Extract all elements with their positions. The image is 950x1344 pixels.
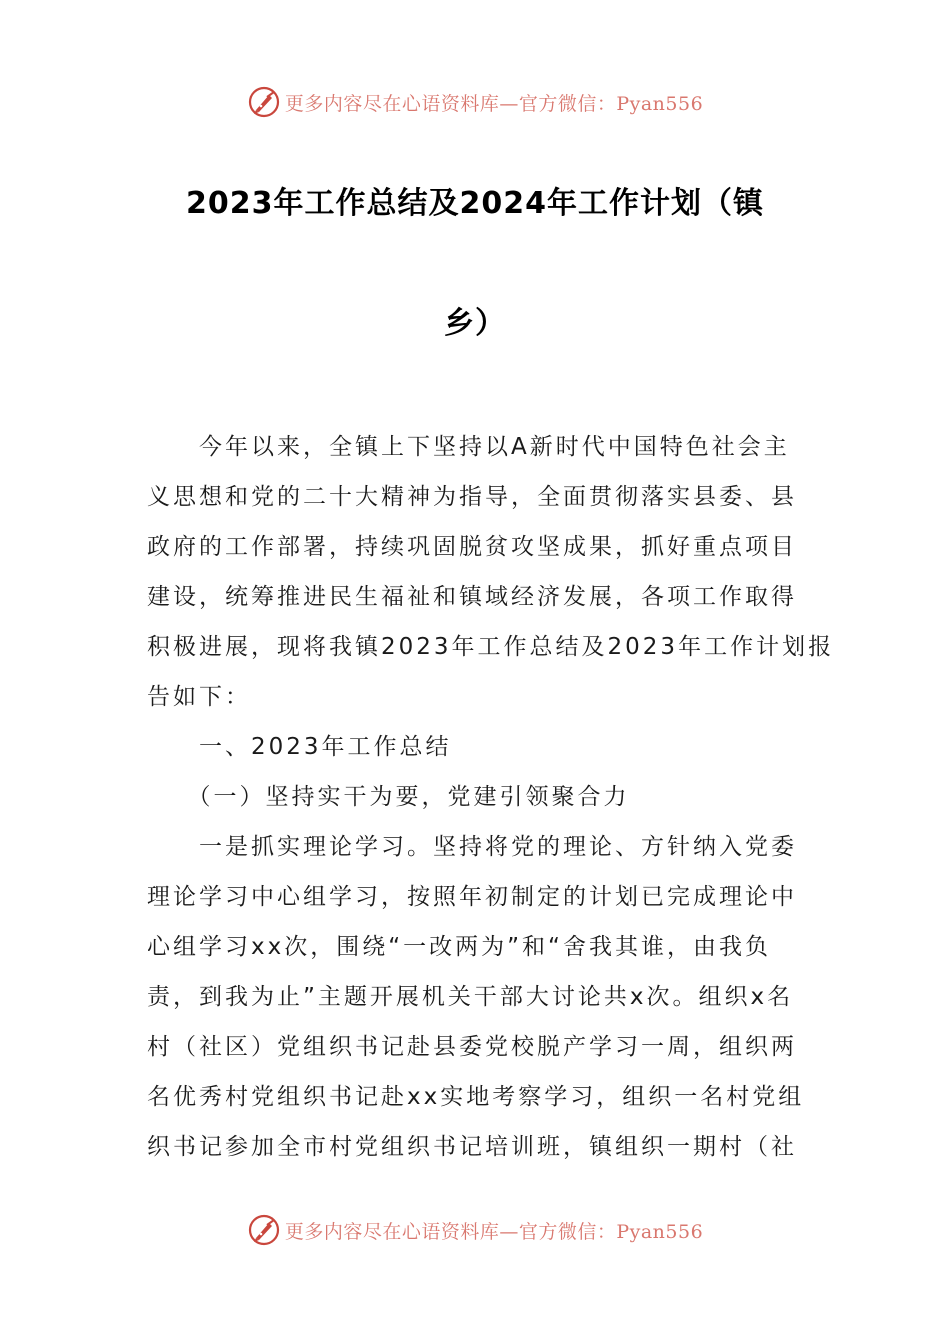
document-body: [147, 422, 835, 1172]
footer-watermark-text: 更多内容尽在心语资料库—官方微信：Pyan556: [284, 1220, 704, 1243]
body-line: 今年以来，全镇上下坚持以A新时代中国特色社会主: [147, 434, 790, 460]
body-line: 告如下：: [147, 684, 251, 710]
body-line: 政府的工作部署，持续巩固脱贫攻坚成果，抓好重点项目: [147, 534, 797, 560]
document-title-line-2: 乡）: [444, 306, 506, 341]
header-watermark-banner: [0, 82, 950, 122]
body-line: 村（社区）党组织书记赴县委党校脱产学习一周，组织两: [147, 1034, 797, 1060]
body-line: 义思想和党的二十大精神为指导，全面贯彻落实县委、县: [147, 484, 797, 510]
body-line: 责，到我为止”主题开展机关干部大讨论共x次。组织x名: [147, 984, 794, 1010]
document-title-line-1: 2023年工作总结及2024年工作计划（镇: [186, 186, 764, 221]
pen-nib-logo-icon: [247, 1213, 281, 1247]
body-line: 理论学习中心组学习，按照年初制定的计划已完成理论中: [147, 884, 797, 910]
footer-watermark-banner: [0, 1210, 950, 1250]
body-line: 心组学习xx次，围绕“一改两为”和“舍我其谁，由我负: [147, 934, 771, 960]
body-line: 积极进展，现将我镇2023年工作总结及2023年工作计划报: [147, 634, 835, 660]
pen-nib-logo-icon: [247, 85, 281, 119]
body-line: 建设，统筹推进民生福祉和镇域经济发展，各项工作取得: [147, 584, 797, 610]
body-line: 一是抓实理论学习。坚持将党的理论、方针纳入党委: [147, 834, 797, 860]
body-line: 名优秀村党组织书记赴xx实地考察学习，组织一名村党组: [147, 1084, 805, 1110]
body-line: 织书记参加全市村党组织书记培训班，镇组织一期村（社: [147, 1134, 797, 1160]
header-watermark-text: 更多内容尽在心语资料库—官方微信：Pyan556: [284, 92, 704, 115]
subsection-heading: （一）坚持实干为要，党建引领聚合力: [147, 784, 630, 810]
section-heading: 一、2023年工作总结: [147, 734, 452, 760]
